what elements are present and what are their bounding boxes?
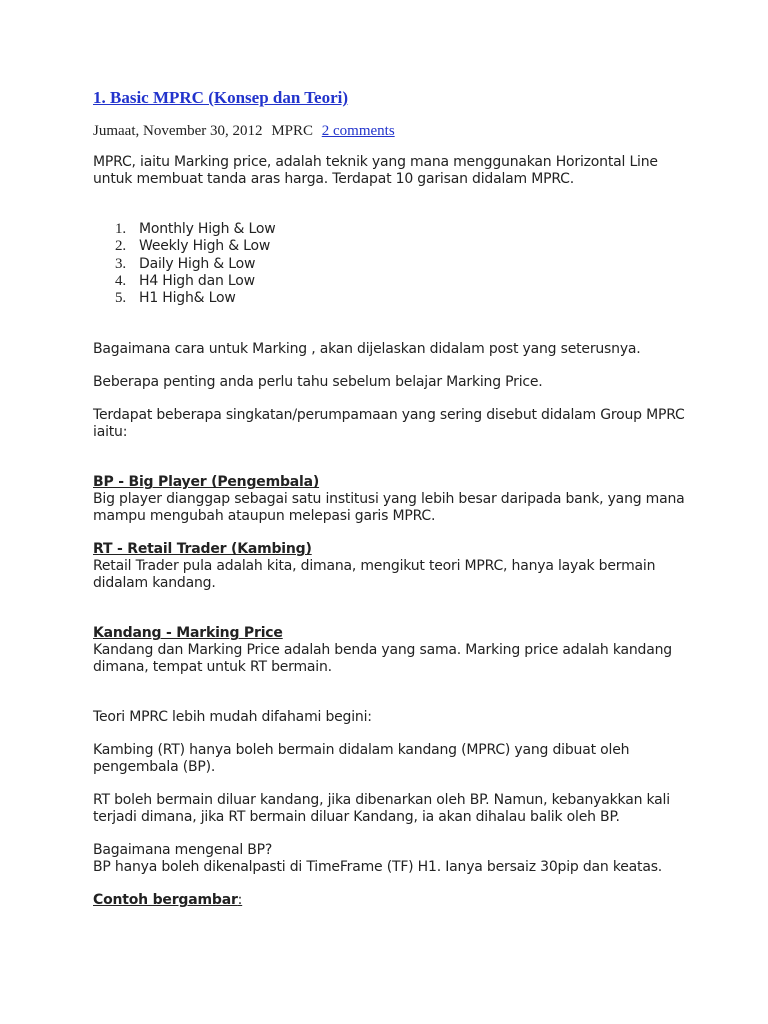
paragraph-teori: Teori MPRC lebih mudah difahami begini:	[93, 709, 372, 726]
definition-text: Big player dianggap sebagai satu institusi yang lebih besar daripada bank, yang mana mampu mengubah ataupun melepasi garis MPRC.	[93, 491, 685, 525]
paragraph-singkatan: Terdapat beberapa singkatan/perumpamaan yang sering disebut didalam Group MPRC iaitu:	[93, 407, 685, 441]
definition-bp	[93, 474, 693, 525]
post-title[interactable]: 1. Basic MPRC (Konsep dan Teori)	[93, 88, 349, 107]
definition-text: Kandang dan Marking Price adalah benda yang sama. Marking price adalah kandang dimana, tempat untuk RT bermain.	[93, 642, 672, 676]
contoh-label: Contoh bergambar	[93, 892, 238, 909]
comments-link[interactable]: 2 comments	[321, 123, 395, 139]
post-author: MPRC	[271, 123, 314, 139]
definition-rt	[93, 541, 693, 592]
list-item: H4 High dan Low	[139, 272, 255, 289]
list-item: Daily High & Low	[139, 255, 256, 272]
paragraph-kambing: Kambing (RT) hanya boleh bermain didalam kandang (MPRC) yang dibuat oleh pengembala (BP).	[93, 742, 630, 776]
answer-line: BP hanya boleh dikenalpasti di TimeFrame (TF) H1. Ianya bersaiz 30pip dan keatas.	[93, 859, 663, 876]
question-line: Bagaimana mengenal BP?	[93, 842, 273, 859]
paragraph-penting: Beberapa penting anda perlu tahu sebelum belajar Marking Price.	[93, 374, 543, 391]
contoh-heading	[93, 892, 693, 909]
contoh-colon: :	[237, 892, 243, 909]
list-item: Weekly High & Low	[139, 238, 271, 255]
definition-term: BP - Big Player (Pengembala)	[93, 474, 320, 491]
definition-kandang	[93, 625, 693, 676]
intro-paragraph: MPRC, iaitu Marking price, adalah teknik yang mana menggunakan Horizontal Line untuk membuat tanda aras harga. Terdapat 10 garisan didalam MPRC.	[93, 154, 658, 187]
definition-term: RT - Retail Trader (Kambing)	[93, 541, 312, 558]
paragraph-diluar: RT boleh bermain diluar kandang, jika dibenarkan oleh BP. Namun, kebanyakkan kali terjadi dimana, jika RT bermain diluar Kandang, ia akan dihalau balik oleh BP.	[93, 792, 670, 826]
post-meta	[93, 122, 693, 140]
definition-term: Kandang - Marking Price	[93, 625, 283, 642]
blog-post	[93, 88, 693, 909]
paragraph-marking: Bagaimana cara untuk Marking , akan dijelaskan didalam post yang seterusnya.	[93, 341, 641, 358]
levels-list	[93, 221, 693, 307]
definition-text: Retail Trader pula adalah kita, dimana, mengikut teori MPRC, hanya layak bermain didalam kandang.	[93, 558, 656, 592]
paragraph-kenal-bp	[93, 842, 693, 876]
list-item: H1 High& Low	[139, 290, 236, 307]
post-date: Jumaat, November 30, 2012	[93, 123, 263, 139]
list-item: Monthly High & Low	[139, 221, 276, 237]
